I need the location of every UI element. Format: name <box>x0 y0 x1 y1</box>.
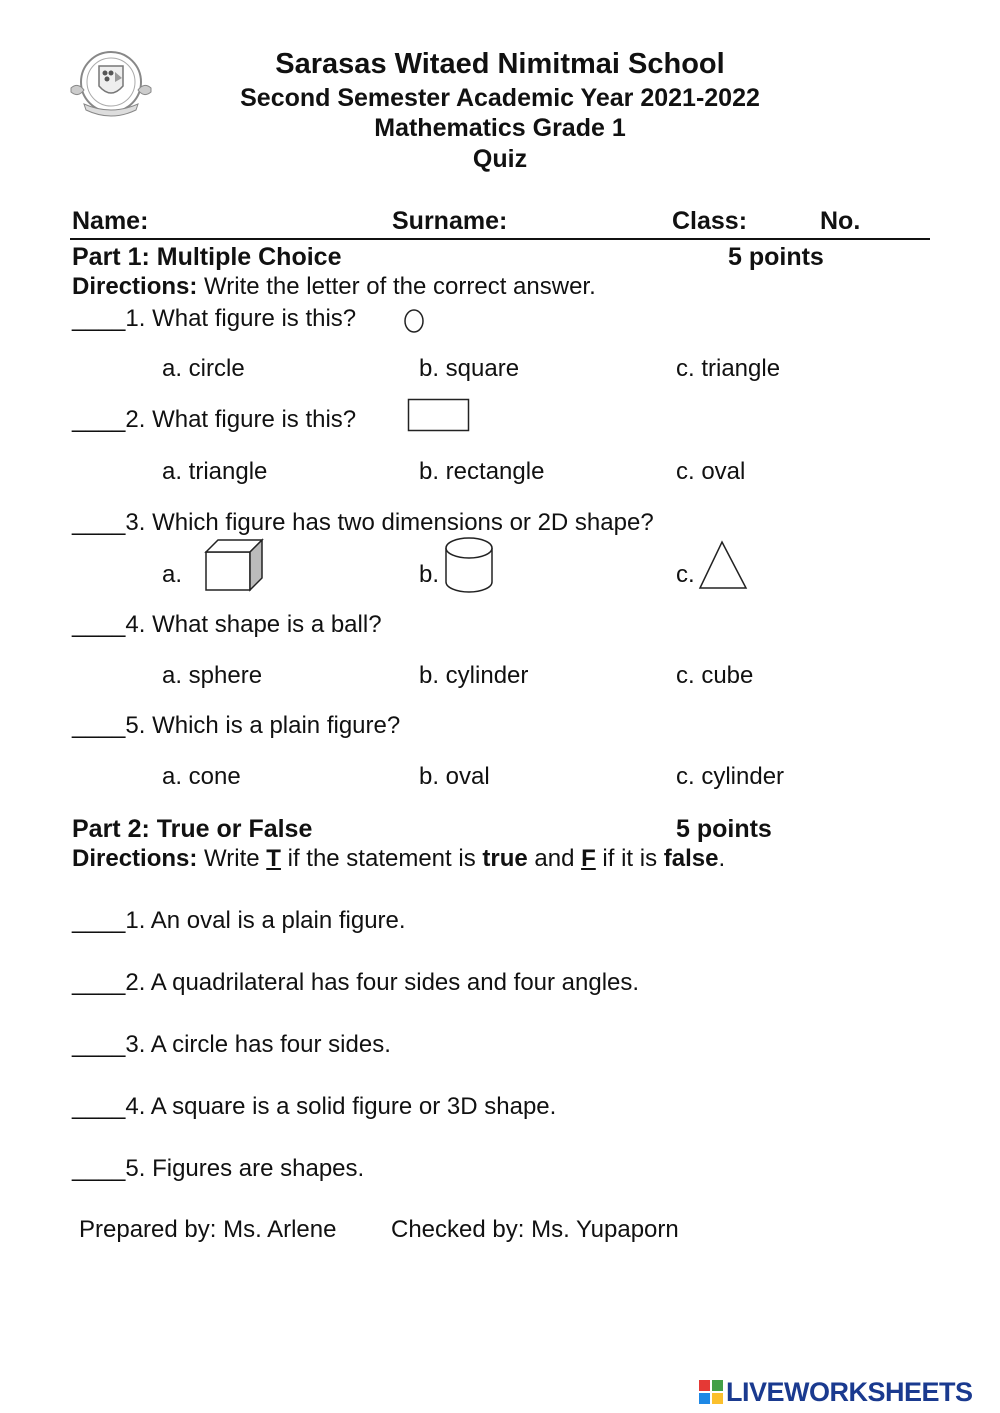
question-text: 5. Which is a plain figure? <box>125 712 401 739</box>
statement-text: 2. A quadrilateral has four sides and four angles. <box>125 969 640 996</box>
q2-option-b[interactable]: b. rectangle <box>419 458 545 485</box>
statement-text: 4. A square is a solid figure or 3D shape. <box>125 1093 557 1120</box>
answer-blank[interactable]: ____ <box>72 969 126 996</box>
directions-text: Write <box>197 845 267 872</box>
question-text: 3. Which figure has two dimensions or 2D shape? <box>125 509 654 536</box>
question-1 <box>72 305 356 333</box>
header-divider <box>70 238 930 240</box>
statement-5 <box>72 1155 364 1183</box>
part2-directions <box>72 845 725 873</box>
prepared-by: Prepared by: Ms. Arlene <box>79 1216 337 1243</box>
oval-icon <box>404 309 426 333</box>
question-5 <box>72 712 400 740</box>
part1-points: 5 points <box>728 243 824 271</box>
semester-line: Second Semester Academic Year 2021-2022 <box>240 84 760 112</box>
q5-option-b[interactable]: b. oval <box>419 763 490 790</box>
directions-text: if the statement is <box>280 845 483 872</box>
false-word: false <box>663 845 719 872</box>
checked-by: Checked by: Ms. Yupaporn <box>391 1216 679 1243</box>
false-letter: F <box>581 845 596 872</box>
answer-blank[interactable]: ____ <box>72 1093 126 1120</box>
true-word: true <box>482 845 528 872</box>
q4-option-b[interactable]: b. cylinder <box>419 662 529 689</box>
cube-icon <box>204 538 264 594</box>
statement-4 <box>72 1093 556 1121</box>
school-name: Sarasas Witaed Nimitmai School <box>275 48 725 80</box>
part2-points: 5 points <box>676 815 772 843</box>
part1-title: Part 1: Multiple Choice <box>72 243 342 271</box>
cylinder-icon <box>444 536 496 596</box>
directions-text: . <box>718 845 726 872</box>
q1-option-a[interactable]: a. circle <box>162 355 245 382</box>
surname-label: Surname: <box>392 207 508 235</box>
q5-option-a[interactable]: a. cone <box>162 763 241 790</box>
rectangle-icon <box>407 398 471 434</box>
answer-blank[interactable]: ____ <box>72 305 126 332</box>
q3-option-b[interactable]: b. <box>419 561 440 588</box>
q2-option-a[interactable]: a. triangle <box>162 458 268 485</box>
statement-text: 5. Figures are shapes. <box>125 1155 365 1182</box>
answer-blank[interactable]: ____ <box>72 406 126 433</box>
directions-text: Write the letter of the correct answer. <box>197 273 596 300</box>
answer-blank[interactable]: ____ <box>72 611 126 638</box>
quiz-title: Quiz <box>472 145 528 173</box>
question-2 <box>72 406 356 434</box>
name-label: Name: <box>72 207 149 235</box>
q3-option-a[interactable]: a. <box>162 561 183 588</box>
statement-1 <box>72 907 406 935</box>
liveworksheets-logo-icon <box>698 1379 724 1405</box>
statement-2 <box>72 969 639 997</box>
class-label: Class: <box>672 207 748 235</box>
q4-option-a[interactable]: a. sphere <box>162 662 263 689</box>
part2-title: Part 2: True or False <box>72 815 313 843</box>
answer-blank[interactable]: ____ <box>72 712 126 739</box>
answer-blank[interactable]: ____ <box>72 509 126 536</box>
statement-3 <box>72 1031 391 1059</box>
answer-blank[interactable]: ____ <box>72 907 126 934</box>
directions-text: and <box>527 845 582 872</box>
true-letter: T <box>266 845 281 872</box>
answer-blank[interactable]: ____ <box>72 1155 126 1182</box>
q2-option-c[interactable]: c. oval <box>676 458 746 485</box>
directions-label: Directions: <box>72 273 198 300</box>
question-text: 1. What figure is this? <box>125 305 357 332</box>
q1-option-b[interactable]: b. square <box>419 355 520 382</box>
q1-option-c[interactable]: c. triangle <box>676 355 781 382</box>
subject-line: Mathematics Grade 1 <box>374 114 626 142</box>
question-text: 4. What shape is a ball? <box>125 611 382 638</box>
directions-text: if it is <box>595 845 664 872</box>
watermark-text: LIVEWORKSHEETS <box>726 1377 973 1407</box>
part1-directions <box>72 273 596 301</box>
question-text: 2. What figure is this? <box>125 406 357 433</box>
triangle-icon <box>698 540 750 592</box>
number-label: No. <box>820 207 861 235</box>
q3-option-c[interactable]: c. <box>676 561 695 588</box>
q5-option-c[interactable]: c. cylinder <box>676 763 785 790</box>
statement-text: 1. An oval is a plain figure. <box>125 907 406 934</box>
statement-text: 3. A circle has four sides. <box>125 1031 391 1058</box>
q4-option-c[interactable]: c. cube <box>676 662 754 689</box>
answer-blank[interactable]: ____ <box>72 1031 126 1058</box>
question-3 <box>72 509 654 537</box>
directions-label: Directions: <box>72 845 198 872</box>
question-4 <box>72 611 382 639</box>
